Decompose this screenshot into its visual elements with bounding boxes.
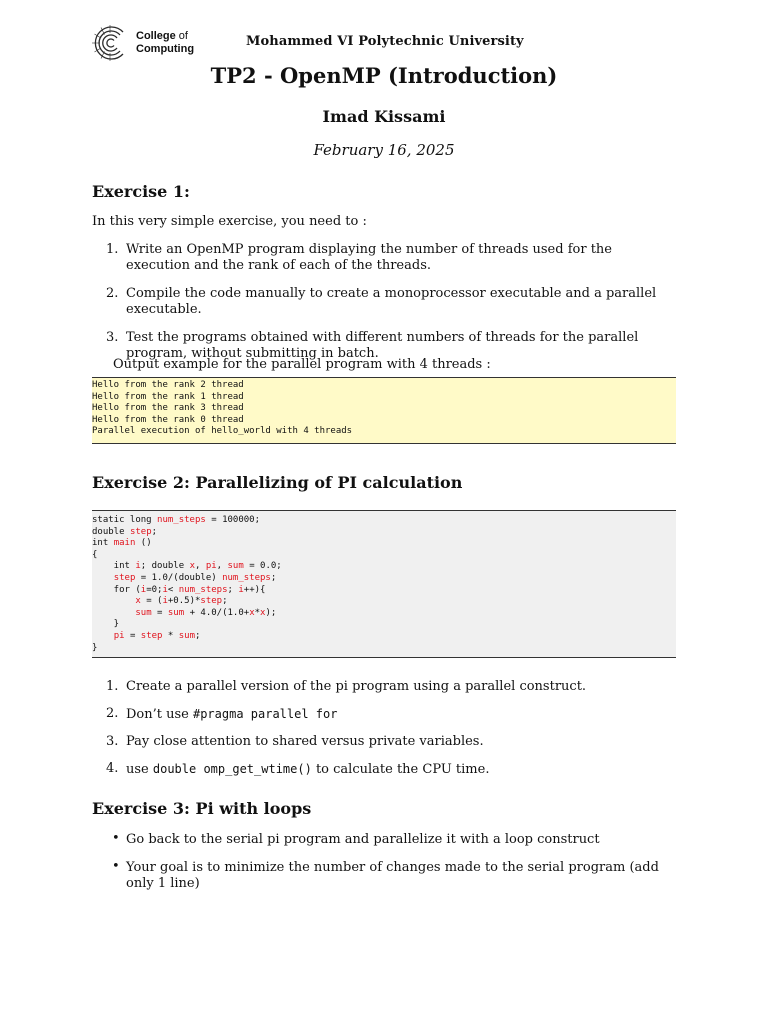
code-text: [92, 573, 114, 583]
college-of-computing-logo: [90, 23, 210, 63]
exercise-1-intro: In this very simple exercise, you need to :: [92, 214, 367, 229]
code-variable: x: [260, 607, 266, 618]
exercise-1-heading: Exercise 1:: [92, 182, 190, 201]
code-text: int: [92, 538, 114, 549]
code-text: +0.5)*: [167, 596, 201, 607]
code-line: [92, 527, 676, 539]
code-text: (): [135, 538, 152, 549]
code-line: [92, 596, 676, 608]
item-number: 4.: [106, 761, 119, 776]
item-text: Go back to the serial pi program and parallelize it with a loop construct: [126, 832, 600, 847]
code-text: }: [92, 642, 98, 653]
code-variable: num_steps: [157, 515, 206, 525]
code-variable: i: [140, 584, 147, 595]
output-line: Hello from the rank 2 thread: [92, 380, 244, 390]
inline-code: double omp_get_wtime(): [152, 762, 312, 776]
code-text: double: [92, 526, 130, 537]
code-variable: pi: [205, 561, 217, 572]
code-variable: step: [140, 630, 163, 641]
output-caption: Output example for the parallel program with 4 threads :: [113, 357, 491, 372]
code-variable: sum: [178, 630, 196, 641]
code-variable: step: [129, 526, 152, 537]
code-text: ,: [194, 561, 206, 572]
logo-line2: Computing: [136, 42, 195, 55]
item-text: Test the programs obtained with different numbers of threads for the parallel program, without submitting in batch.: [126, 330, 639, 361]
list-item: [92, 832, 678, 848]
code-variable: sum: [167, 607, 185, 618]
code-text: =0;: [146, 584, 163, 595]
code-line: [92, 608, 676, 620]
item-number: 1.: [106, 242, 119, 257]
inline-code: #pragma parallel for: [192, 707, 338, 721]
code-variable: main: [113, 538, 136, 549]
pi-code-listing: [92, 510, 676, 658]
output-line: Parallel execution of hello_world with 4 threads: [92, 426, 353, 437]
university-name: Mohammed VI Polytechnic University: [246, 34, 524, 49]
code-text: + 4.0/(1.0+: [184, 607, 250, 618]
exercise-2-list: [92, 679, 678, 789]
code-text: static long: [92, 515, 158, 525]
code-variable: i: [135, 561, 141, 572]
list-item: [92, 242, 678, 274]
code-text: ; double: [140, 561, 190, 572]
list-item: [92, 286, 678, 318]
item-text: Your goal is to minimize the number of changes made to the serial program (add only 1 line): [126, 860, 659, 891]
code-line: [92, 515, 676, 527]
code-variable: step: [200, 596, 223, 607]
code-text: = 1.0/(double): [135, 572, 223, 583]
code-text: ++){: [243, 584, 266, 595]
code-text: int: [92, 561, 136, 572]
code-line: [92, 550, 676, 562]
code-text: ;: [270, 572, 277, 583]
code-line: [92, 561, 676, 573]
item-text: Pay close attention to shared versus private variables.: [126, 734, 484, 749]
item-number: 1.: [106, 679, 119, 694]
code-variable: sum: [227, 561, 244, 572]
code-text: ;: [151, 526, 158, 537]
code-text: = 0.0;: [243, 561, 282, 572]
bullet-icon: •: [112, 859, 120, 874]
bullet-icon: •: [112, 831, 120, 846]
output-line: Hello from the rank 3 thread: [92, 403, 244, 414]
code-text: =: [151, 607, 168, 618]
code-text: =: [124, 630, 141, 641]
code-variable: x: [189, 561, 195, 572]
code-text: }: [92, 619, 120, 630]
code-variable: pi: [113, 630, 125, 641]
item-text: to calculate the CPU time.: [311, 762, 490, 777]
code-line: [92, 538, 676, 550]
document-date: February 16, 2025: [313, 141, 455, 159]
code-text: [92, 631, 114, 641]
code-variable: x: [249, 607, 255, 618]
code-variable: i: [162, 596, 168, 607]
code-line: [92, 585, 676, 597]
code-text: [92, 596, 135, 606]
list-item: [92, 734, 678, 750]
code-variable: i: [238, 584, 244, 595]
document-title: TP2 - OpenMP (Introduction): [210, 63, 558, 88]
author-name: Imad Kissami: [322, 107, 446, 126]
code-variable: num_steps: [222, 572, 271, 583]
code-text: *: [254, 607, 261, 618]
code-text: ,: [216, 561, 228, 572]
item-text: Write an OpenMP program displaying the number of threads used for the execution and the rank of each of the threads.: [126, 242, 612, 273]
code-text: for (: [92, 584, 141, 595]
output-example-box: [92, 377, 676, 444]
code-text: = (: [140, 596, 163, 607]
list-item: [92, 860, 678, 892]
list-item: [92, 761, 678, 778]
code-variable: num_steps: [178, 584, 228, 595]
item-text: use: [126, 762, 153, 777]
list-item: [92, 679, 678, 695]
item-number: 3.: [106, 734, 119, 749]
output-line: Hello from the rank 1 thread: [92, 391, 244, 402]
code-variable: sum: [135, 607, 152, 618]
item-number: 3.: [106, 330, 119, 345]
exercise-3-list: [92, 832, 678, 904]
output-line: Hello from the rank 0 thread: [92, 414, 244, 425]
code-line: [92, 573, 676, 585]
code-text: = 100000;: [205, 515, 260, 525]
logo-line1-a: College: [136, 30, 176, 42]
list-item: [92, 706, 678, 723]
code-text: [92, 608, 135, 618]
code-variable: step: [113, 572, 136, 583]
code-text: );: [265, 607, 277, 618]
exercise-3-heading: Exercise 3: Pi with loops: [92, 799, 312, 818]
code-text: {: [92, 549, 98, 560]
logo-text: [136, 30, 194, 55]
code-text: ;: [227, 584, 239, 595]
code-variable: i: [162, 584, 168, 595]
logo-line1-b: of: [175, 30, 188, 42]
exercise-1-list: [92, 242, 678, 374]
code-text: *: [162, 630, 179, 641]
item-text: Don’t use: [126, 707, 193, 722]
code-text: ;: [195, 630, 201, 641]
item-text: Create a parallel version of the pi program using a parallel construct.: [126, 679, 587, 694]
code-line: [92, 619, 676, 631]
college-logo-icon: [90, 23, 130, 63]
item-number: 2.: [106, 286, 119, 301]
item-text: Compile the code manually to create a monoprocessor executable and a parallel executable.: [126, 286, 657, 317]
item-number: 2.: [106, 706, 119, 721]
exercise-2-heading: Exercise 2: Parallelizing of PI calculation: [92, 473, 463, 492]
code-variable: x: [135, 596, 141, 607]
code-line: [92, 631, 676, 643]
code-line: [92, 643, 676, 655]
code-text: ;: [222, 596, 228, 607]
code-text: <: [167, 584, 179, 595]
